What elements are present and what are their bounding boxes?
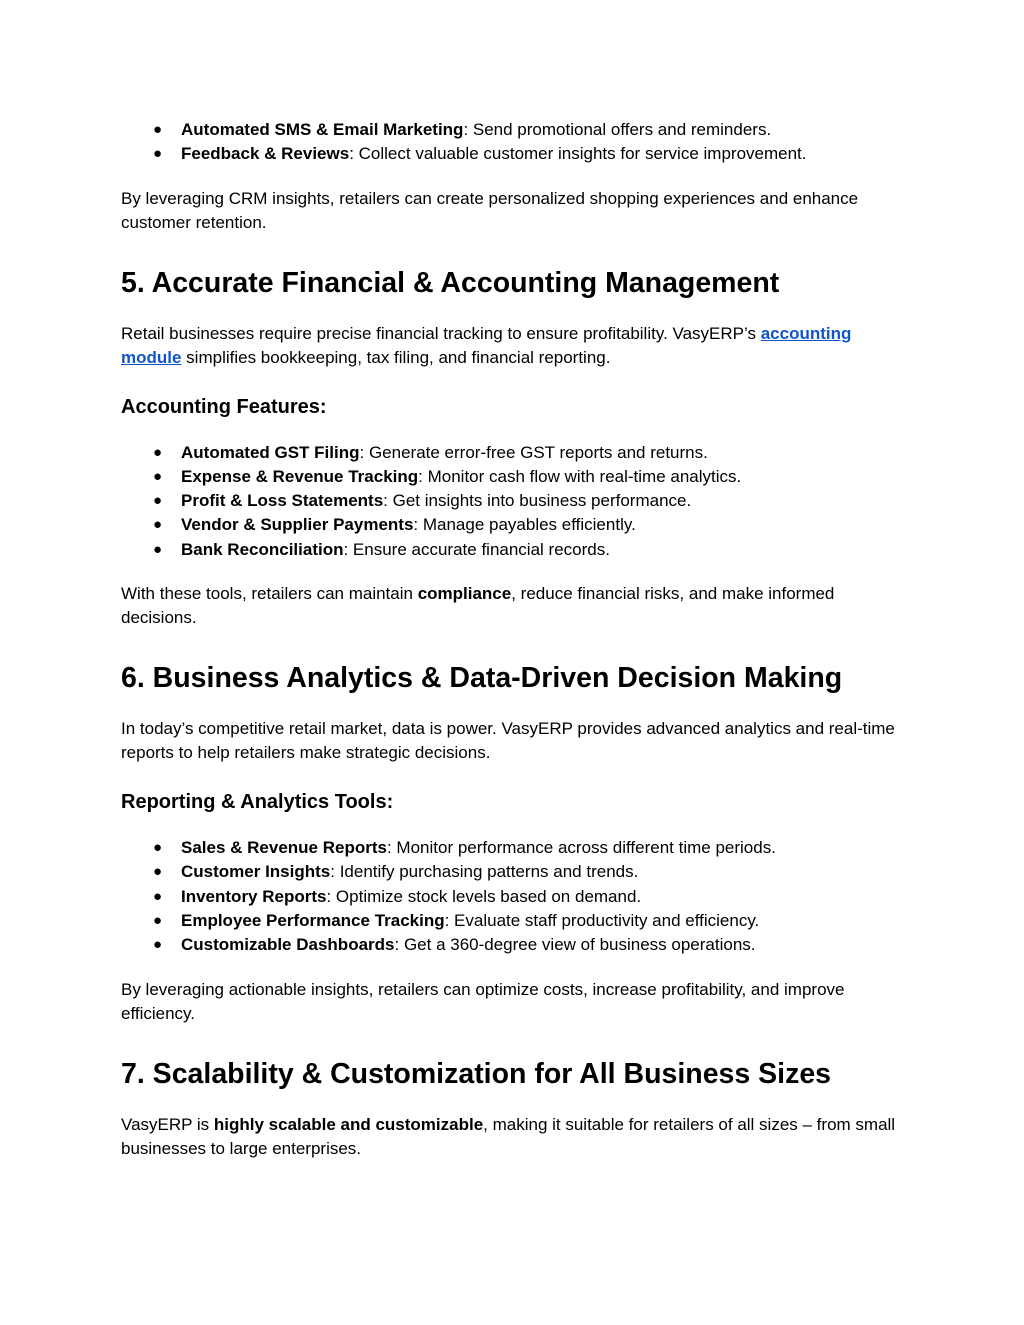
bullet-icon: ● — [153, 540, 163, 558]
bullet-icon: ● — [153, 145, 163, 163]
list-item-term: Employee Performance Tracking — [181, 910, 445, 930]
list-item-term: Inventory Reports — [181, 886, 327, 906]
closing-text-end: , reduce financial risks, and make informed decisions. — [121, 584, 835, 628]
closing-text: With these tools, retailers can maintain — [121, 584, 418, 604]
list-item-desc: : Get a 360-degree view of business operations. — [394, 935, 756, 955]
closing-bold: compliance — [417, 584, 512, 604]
section-6-heading: 6. Business Analytics & Data-Driven Decision Making — [121, 662, 843, 695]
bullet-icon: ● — [153, 516, 163, 534]
list-item — [121, 441, 911, 465]
list-item-term: Vendor & Supplier Payments — [181, 515, 414, 535]
bullet-icon: ● — [153, 936, 163, 954]
bullet-icon: ● — [153, 839, 163, 857]
section-5-heading: 5. Accurate Financial & Accounting Management — [121, 266, 780, 299]
bullet-icon: ● — [153, 121, 163, 138]
list-item-term: Feedback & Reviews — [181, 144, 350, 164]
list-item-desc: : Collect valuable customer insights for service improvement. — [349, 144, 807, 164]
list-item — [121, 860, 911, 884]
list-item — [121, 909, 911, 933]
list-item-term: Automated SMS & Email Marketing — [181, 120, 464, 139]
section-7-paragraph — [121, 1113, 911, 1161]
list-item-desc: : Monitor cash flow with real-time analytics. — [418, 466, 742, 486]
list-item — [121, 933, 911, 957]
section-5-subheading: Accounting Features: — [121, 395, 327, 418]
accounting-module-link[interactable]: accounting module — [121, 323, 852, 367]
section-6-subheading: Reporting & Analytics Tools: — [121, 791, 394, 814]
bullet-icon: ● — [153, 467, 163, 485]
section-7-heading: 7. Scalability & Customization for All Business Sizes — [121, 1057, 832, 1090]
list-item-term: Customer Insights — [181, 862, 331, 882]
list-item — [121, 836, 911, 860]
list-item-desc: : Optimize stock levels based on demand. — [326, 886, 642, 906]
list-item-term: Automated GST Filing — [181, 442, 360, 462]
section-6-paragraph: In today’s competitive retail market, data is power. VasyERP provides advanced analytics and real-time reports to help retailers make strategic decisions. — [121, 719, 895, 763]
list-item-term: Profit & Loss Statements — [181, 491, 384, 511]
bullet-icon: ● — [153, 887, 163, 905]
section-5-closing — [121, 582, 911, 630]
list-item-term: Sales & Revenue Reports — [181, 838, 387, 858]
list-item-term: Bank Reconciliation — [181, 539, 344, 559]
list-item — [121, 465, 911, 489]
section-5-paragraph — [121, 322, 911, 370]
section-6-closing: By leveraging actionable insights, retailers can optimize costs, increase profitability, and improve efficiency. — [121, 979, 845, 1023]
list-item-desc: : Generate error-free GST reports and returns. — [359, 442, 708, 462]
accounting-features-list — [121, 441, 911, 562]
bullet-icon: ● — [153, 911, 163, 929]
bullet-icon: ● — [153, 443, 163, 461]
list-item-desc: : Manage payables efficiently. — [413, 515, 636, 535]
list-item-desc: : Send promotional offers and reminders. — [463, 120, 772, 139]
bullet-icon: ● — [153, 863, 163, 881]
list-item — [121, 489, 911, 513]
list-item-desc: : Evaluate staff productivity and efficiency. — [444, 910, 760, 930]
document-page — [121, 118, 911, 1161]
section-7-text: VasyERP is — [121, 1114, 214, 1134]
list-item-term: Expense & Revenue Tracking — [181, 466, 419, 486]
intro-feature-list — [121, 118, 911, 167]
list-item — [121, 538, 911, 562]
list-item-desc: : Identify purchasing patterns and trends. — [330, 862, 639, 882]
analytics-tools-list — [121, 836, 911, 957]
section-7-bold: highly scalable and customizable — [213, 1114, 484, 1134]
list-item — [121, 142, 911, 166]
section-5-paragraph-text: Retail businesses require precise financial tracking to ensure profitability. VasyERP’s — [121, 323, 761, 343]
intro-paragraph: By leveraging CRM insights, retailers can create personalized shopping experiences and enhance customer retention. — [121, 188, 859, 232]
list-item-desc: : Get insights into business performance. — [383, 491, 692, 511]
list-item — [121, 118, 911, 142]
list-item-desc: : Ensure accurate financial records. — [343, 539, 610, 559]
section-7-text-end: , making it suitable for retailers of all sizes – from small businesses to large enterprises. — [121, 1114, 896, 1158]
list-item-desc: : Monitor performance across different time periods. — [386, 838, 776, 858]
list-item-term: Customizable Dashboards — [181, 935, 395, 955]
list-item — [121, 885, 911, 909]
list-item — [121, 513, 911, 537]
section-5-paragraph-text-end: simplifies bookkeeping, tax filing, and financial reporting. — [181, 347, 611, 367]
bullet-icon: ● — [153, 492, 163, 510]
